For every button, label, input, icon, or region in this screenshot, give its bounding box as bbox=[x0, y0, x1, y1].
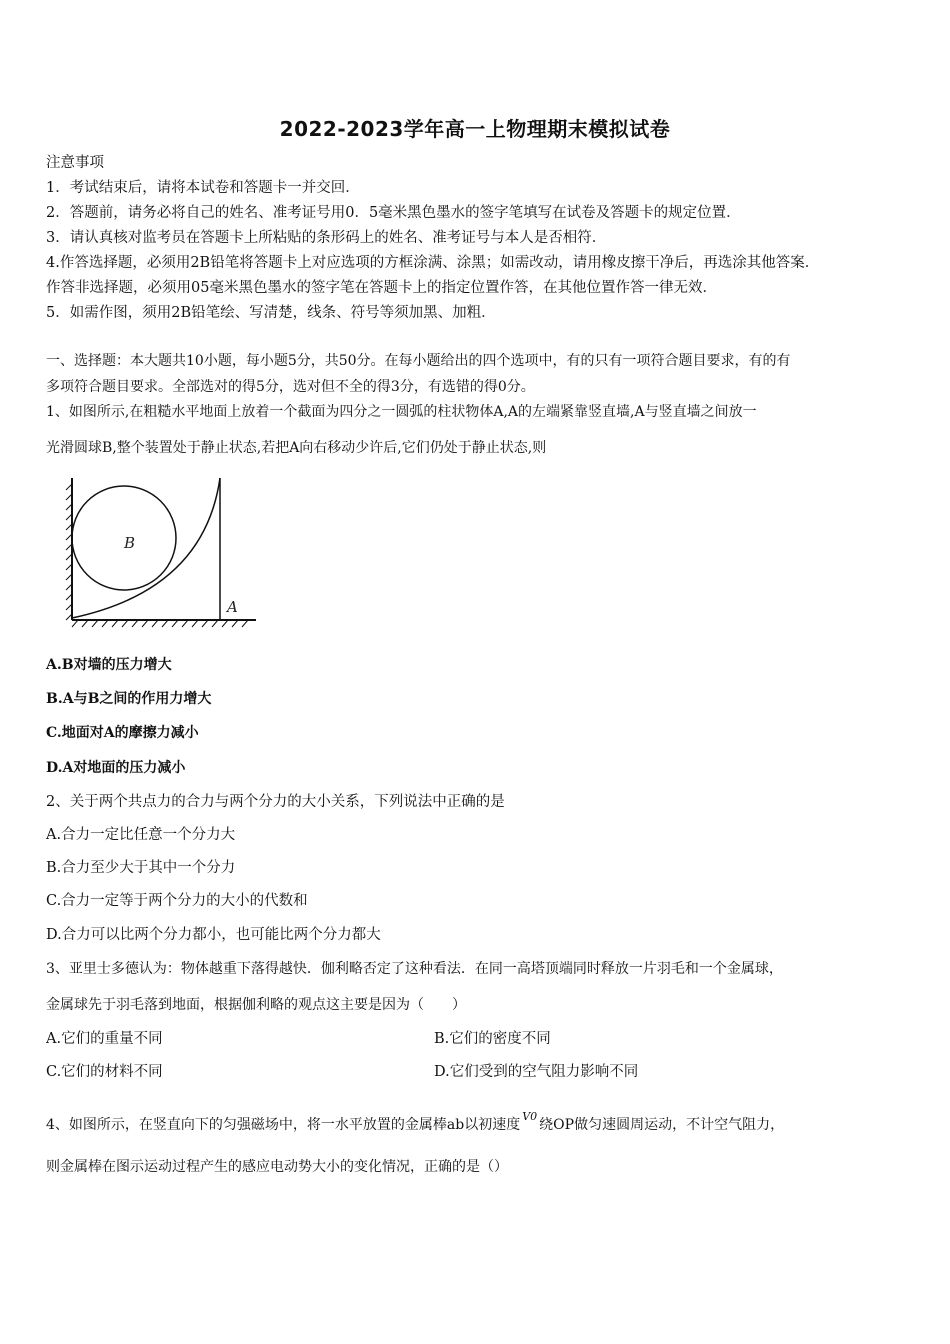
page-title: 2022-2023学年高一上物理期末模拟试卷 bbox=[279, 117, 671, 141]
notice-item: 5．如需作图，须用2B铅笔绘、写清楚，线条、符号等须加黑、加粗． bbox=[46, 305, 496, 321]
block-label: A bbox=[227, 598, 238, 616]
question-2-option: D.合力可以比两个分力都小，也可能比两个分力都大 bbox=[46, 927, 381, 943]
section-instructions: 多项符合题目要求。全部选对的得5分，选对但不全的得3分，有选错的得0分。 bbox=[46, 379, 535, 395]
ball-label: B bbox=[124, 534, 136, 552]
question-3-option: B.它们的密度不同 bbox=[434, 1031, 551, 1047]
question-2-option: A.合力一定比任意一个分力大 bbox=[46, 827, 236, 843]
question-1-option: A.B对墙的压力增大 bbox=[46, 657, 172, 673]
question-4-stem: 则金属棒在图示运动过程产生的感应电动势大小的变化情况，正确的是（） bbox=[46, 1159, 508, 1175]
notice-heading: 注意事项 bbox=[46, 155, 104, 171]
question-4-stem-part: 绕OP做匀速圆周运动，不计空气阻力， bbox=[539, 1117, 785, 1133]
question-4-stem bbox=[46, 1107, 784, 1135]
question-2-stem: 2、关于两个共点力的合力与两个分力的大小关系，下列说法中正确的是 bbox=[46, 794, 505, 810]
question-3-option: C.它们的材料不同 bbox=[46, 1064, 163, 1080]
question-1-stem: 1、如图所示,在粗糙水平地面上放着一个截面为四分之一圆弧的柱状物体A,A的左端紧靠竖直墙,A与竖直墙之间放一 bbox=[46, 404, 757, 420]
section-instructions: 一、选择题：本大题共10小题，每小题5分，共50分。在每小题给出的四个选项中，有的只有一项符合题目要求，有的有 bbox=[46, 353, 791, 369]
question-1-option: D.A对地面的压力减小 bbox=[46, 760, 186, 776]
wall-ball-quarter-arc-figure bbox=[64, 470, 264, 632]
question-2-option: B.合力至少大于其中一个分力 bbox=[46, 860, 236, 876]
notice-item: 1．考试结束后，请将本试卷和答题卡一并交回． bbox=[46, 180, 360, 196]
question-3-stem: 3、亚里士多德认为：物体越重下落得越快．伽利略否定了这种看法．在同一高塔顶端同时释放一片羽毛和一个金属球， bbox=[46, 961, 783, 977]
initial-velocity-symbol: V0 bbox=[522, 1110, 538, 1123]
notice-item: 作答非选择题，必须用05毫米黑色墨水的签字笔在答题卡上的指定位置作答，在其他位置作答一律无效． bbox=[46, 280, 717, 296]
question-3-stem: 金属球先于羽毛落到地面，根据伽利略的观点这主要是因为（ ） bbox=[46, 997, 466, 1013]
question-1-stem: 光滑圆球B,整个装置处于静止状态,若把A向右移动少许后,它们仍处于静止状态,则 bbox=[46, 440, 547, 456]
question-3-option: D.它们受到的空气阻力影响不同 bbox=[434, 1064, 639, 1080]
notice-item: 3．请认真核对监考员在答题卡上所粘贴的条形码上的姓名、准考证号与本人是否相符． bbox=[46, 230, 607, 246]
notice-item: 2．答题前，请务必将自己的姓名、准考证号用0．5毫米黑色墨水的签字笔填写在试卷及答题卡的规定位置． bbox=[46, 205, 741, 221]
question-4-stem-part: 4、如图所示，在竖直向下的匀强磁场中，将一水平放置的金属棒ab以初速度 bbox=[46, 1117, 521, 1133]
question-1-option: B.A与B之间的作用力增大 bbox=[46, 691, 212, 707]
question-1-option: C.地面对A的摩擦力减小 bbox=[46, 725, 199, 741]
notice-item: 4.作答选择题，必须用2B铅笔将答题卡上对应选项的方框涂满、涂黑；如需改动，请用橡皮擦干净后，再选涂其他答案． bbox=[46, 255, 820, 271]
question-3-option: A.它们的重量不同 bbox=[46, 1031, 163, 1047]
question-2-option: C.合力一定等于两个分力的大小的代数和 bbox=[46, 893, 308, 909]
